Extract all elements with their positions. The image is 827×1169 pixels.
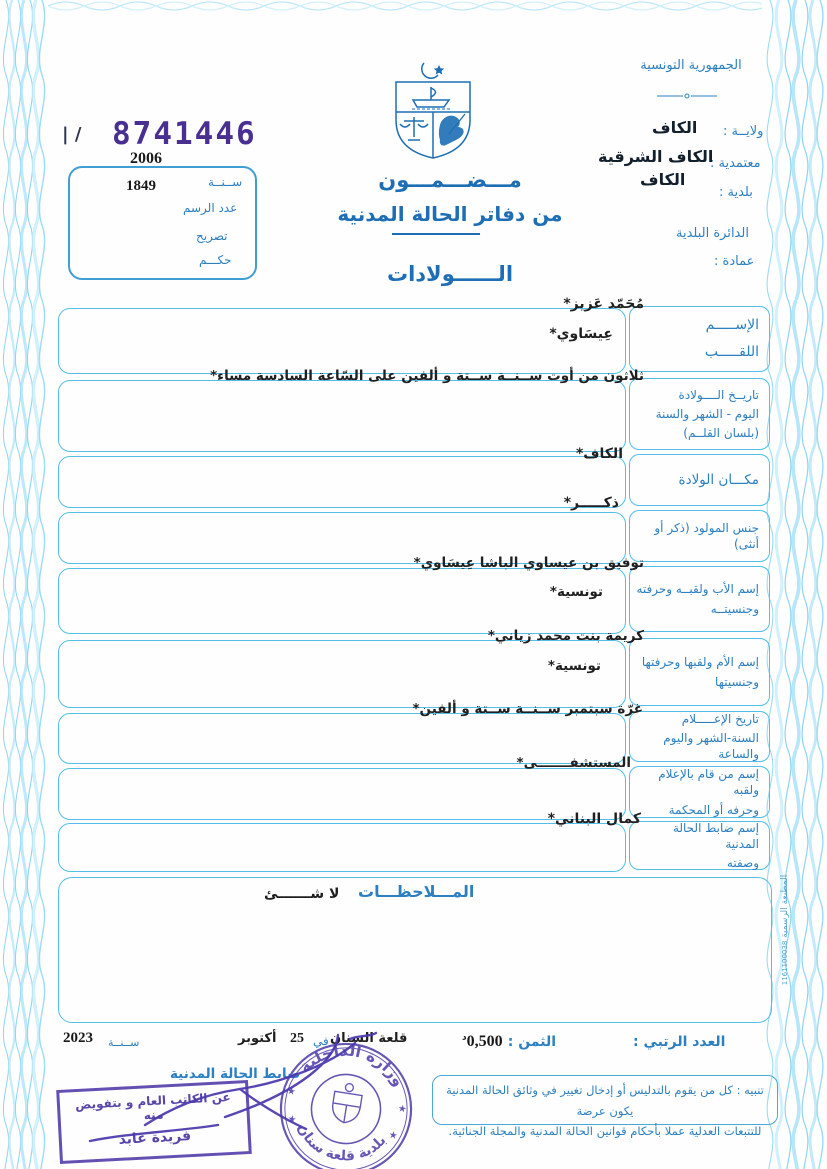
printer-name: المطبعة الرسمية — [780, 874, 790, 938]
birthplace-value: الكاف* — [575, 446, 623, 462]
informant-value: المستشفـــــــى* — [516, 755, 631, 771]
label-box-informant — [629, 766, 770, 818]
refbox-act-value: 1849 — [126, 178, 156, 194]
delegation-stamp — [56, 1080, 252, 1164]
seal-star-right-bottom: ★ — [387, 1129, 399, 1143]
delegation-stamp-line1: عن الكاتب العام و بتفويض منه — [74, 1089, 231, 1123]
title-line3: الــــــولادات — [386, 262, 514, 286]
seal-top-text: وزارة الداخلية — [295, 1040, 409, 1090]
seal-bottom-text: بلدية قلعة سنان — [293, 1121, 390, 1165]
municipality-label: بلدية : — [719, 185, 753, 200]
value-box-informant — [58, 768, 626, 820]
informant-label-1: إسم من قام بالإعلام ولقبه — [658, 767, 759, 798]
father-label-2: وجنسيتــه — [710, 601, 759, 616]
label-box-officer — [629, 821, 770, 870]
price-unit: د — [462, 1032, 467, 1043]
issue-month-value: أكتوبر — [238, 1031, 277, 1046]
price-value: 0,500 — [466, 1033, 503, 1050]
refbox-declaration-label: تصريح — [196, 229, 228, 243]
delegation-value: الكاف الشرقية — [598, 147, 714, 166]
label-box-mother — [629, 638, 770, 706]
birthdate-label-2: اليوم - الشهر والسنة — [655, 406, 759, 421]
label-box-birthdate — [629, 378, 770, 450]
mother-nationality-value: تونسية* — [547, 658, 601, 674]
value-box-name — [58, 308, 626, 374]
district-label: الدائرة البلدية — [676, 226, 749, 241]
value-box-birthplace — [58, 456, 626, 508]
price-label: الثمن : — [507, 1034, 556, 1050]
value-box-mother — [58, 640, 626, 708]
birthdate-label-1: تاريــخ الــــولادة — [678, 387, 759, 402]
serial-number-stamp: 8741446 — [112, 116, 257, 152]
name-label: الإســـــم — [705, 317, 759, 333]
mother-label-2: وجنسيتها — [715, 674, 759, 689]
printer-code: 1161100038 — [781, 940, 789, 986]
issue-year-value: 2023 — [63, 1030, 93, 1046]
wilaya-value: الكاف — [652, 118, 698, 137]
label-box-notification-date — [629, 711, 770, 762]
seal-star-right-top: ★ — [397, 1103, 408, 1116]
officer-label-1: إسم ضابط الحالة المدنية — [672, 820, 759, 851]
label-box-father — [629, 566, 770, 632]
refbox-judgment-label: حكـــم — [199, 253, 232, 267]
value-box-birthdate — [58, 380, 626, 452]
delegation-stamp-signatory: فريدة عابد — [118, 1128, 192, 1148]
label-box-name — [629, 306, 770, 372]
label-box-sex — [629, 510, 770, 562]
omda-label: عمادة : — [714, 254, 755, 269]
officer-signature-title: ضابط الحالة المدنية — [170, 1066, 301, 1082]
title-line1: مـــضـــمـــون — [378, 168, 522, 192]
surname-label: اللقـــــب — [704, 344, 759, 361]
surname-value: عِيسَاوي* — [549, 326, 613, 342]
birthdate-value: ثلاثون من أوت ســنــة ســتة و ألفين على السّاعة السادسة مساء* — [210, 368, 644, 384]
remarks-value: لا شـــــــئ — [264, 886, 340, 902]
refbox-year-label: ســنــة — [208, 175, 243, 189]
notification-date-label-2: السنة-الشهر واليوم والساعة — [663, 730, 759, 762]
official-printer-sidetext — [780, 845, 790, 1015]
warning-line1: تنبيه : كل من يقوم بالتدليس أو إدخال تغيير في وثائق الحالة المدنية يكون عرضة — [446, 1083, 764, 1118]
republic-divider — [657, 84, 717, 90]
guilloche-border-left — [0, 0, 48, 1169]
refbox-act-label: عدد الرسم — [183, 201, 238, 215]
mother-name-value: كريمة بنت محمد زياني* — [487, 628, 644, 644]
officer-label-2: وصفته — [726, 856, 759, 871]
birthplace-label: مكـــان الولادة — [678, 471, 759, 488]
refbox-year-value: 2006 — [130, 150, 162, 167]
seal-star-left-bottom: ★ — [286, 1113, 298, 1126]
municipality-value: الكاف — [640, 170, 686, 189]
mother-label-1: إسم الأم ولقبها وحرفتها — [641, 655, 759, 670]
tunisia-coat-of-arms-icon — [388, 60, 478, 160]
father-label-1: إسم الأب ولقبــه وحرفته — [636, 582, 759, 597]
notification-date-value: غرّة سبتمبر ســنــة ســتة و ألفين* — [412, 701, 643, 717]
seal-star-left-top: ★ — [286, 1085, 297, 1098]
price-line — [436, 1031, 556, 1051]
notification-date-label-1: تاريخ الإعـــــلام — [681, 711, 759, 726]
label-box-birthplace — [629, 454, 770, 506]
father-name-value: توفيق بن عيساوي الباشا عِيسَاوي* — [413, 555, 644, 571]
municipality-round-seal — [267, 1030, 425, 1169]
value-box-officer — [58, 823, 626, 872]
republic-title: الجمهورية التونسية — [640, 58, 742, 73]
wilaya-label: ولايــة : — [723, 124, 764, 139]
value-box-father — [58, 568, 626, 634]
birthdate-label-3: (بلسان القلــم) — [683, 426, 759, 441]
seal-inner-emblem — [330, 1082, 363, 1125]
serial-prefix: | / — [62, 124, 82, 145]
issue-in-label: في — [313, 1034, 329, 1048]
informant-label-2: وحرفه أو المحكمة — [668, 802, 759, 817]
title-line2: من دفاتر الحالة المدنية — [337, 202, 563, 226]
given-name-value: مُحَمّد عَزيز* — [563, 296, 644, 312]
sex-label: جنس المولود (ذكر أو أنثى) — [654, 520, 759, 551]
delegation-label: معتمدية : — [710, 156, 761, 171]
father-nationality-value: تونسية* — [549, 584, 603, 600]
warning-line2: للتتبعات العدلية عملا بأحكام قوانين الحالة المدنية والمجلة الجنائية. — [448, 1124, 762, 1139]
order-number-label: العدد الرتبي : — [633, 1034, 726, 1050]
remarks-label: المـــلاحظـــات — [358, 882, 475, 901]
issue-year-label: ســنــة — [108, 1036, 140, 1049]
warning-box — [432, 1075, 778, 1139]
sex-value: ذكـــــر* — [563, 495, 619, 511]
guilloche-border-top — [48, 0, 762, 12]
title-underline — [392, 233, 480, 235]
issue-day-value: 25 — [290, 1031, 304, 1046]
officer-name-value: كمال البناني* — [547, 811, 641, 827]
issue-place-value: قلعة السنان — [330, 1031, 408, 1046]
